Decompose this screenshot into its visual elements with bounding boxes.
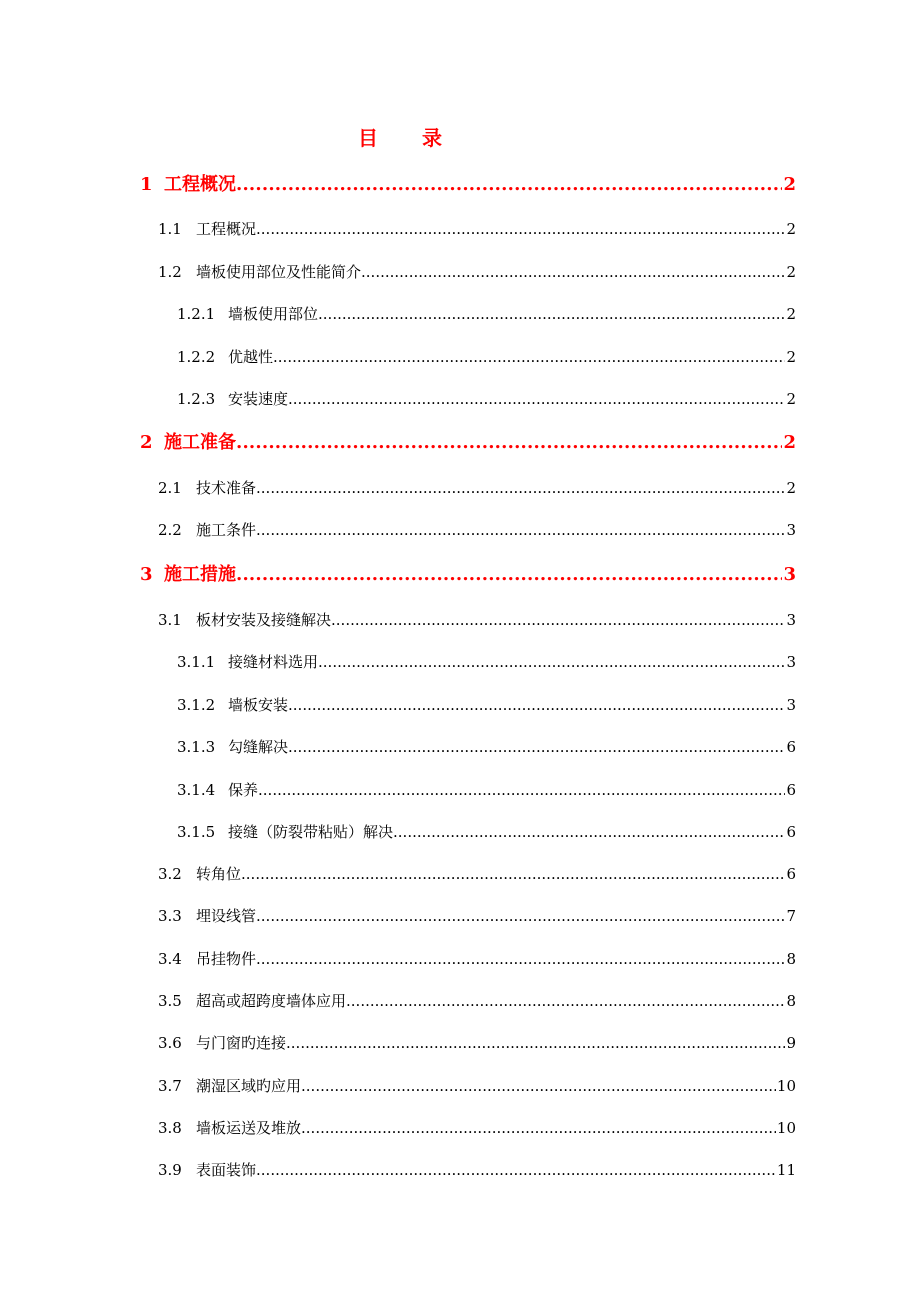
toc-entry-label: 吊挂物件 [196, 950, 257, 968]
toc-entry-1-2-2[interactable] [177, 346, 796, 368]
toc-leader-dots [241, 863, 785, 885]
toc-entry-page: 6 [786, 823, 796, 841]
toc-entry-page: 3 [786, 696, 796, 714]
toc-leader-dots [258, 779, 785, 801]
toc-entry-label: 施工条件 [196, 521, 257, 539]
toc-entry-3-4[interactable] [158, 948, 796, 970]
toc-leader-dots [256, 519, 785, 541]
toc-entry-label: 埋设线管 [196, 907, 257, 925]
toc-leader-dots [236, 432, 782, 454]
toc-entry-page: 8 [786, 992, 796, 1010]
toc-entry-page: 2 [786, 348, 796, 366]
toc-entry-number: 3.1.5 [177, 823, 216, 841]
toc-entry-3-1[interactable] [158, 609, 796, 631]
toc-entry-number: 3 [140, 564, 153, 585]
toc-entry-3-9[interactable] [158, 1159, 796, 1181]
toc-entry-label: 保养 [228, 781, 259, 799]
toc-entry-3-3[interactable] [158, 905, 796, 927]
toc-entry-number: 3.7 [158, 1077, 182, 1095]
toc-entry-number: 2.1 [158, 479, 182, 497]
toc-entry-label: 技术准备 [196, 479, 257, 497]
toc-leader-dots [256, 1159, 776, 1181]
toc-entry-3[interactable] [140, 564, 796, 586]
toc-entry-label: 板材安装及接缝解决 [196, 611, 332, 629]
toc-leader-dots [301, 1075, 776, 1097]
toc-leader-dots [318, 303, 785, 325]
toc-entry-number: 3.1 [158, 611, 182, 629]
toc-entry-label: 工程概况 [196, 220, 257, 238]
toc-entry-page: 2 [783, 174, 796, 195]
toc-leader-dots [393, 821, 785, 843]
toc-entry-page: 3 [786, 521, 796, 539]
toc-entry-3-1-5[interactable] [177, 821, 796, 843]
toc-leader-dots [288, 736, 785, 758]
toc-leader-dots [286, 1032, 785, 1054]
toc-entry-label: 安装速度 [228, 390, 289, 408]
toc-entry-label: 表面装饰 [196, 1161, 257, 1179]
toc-entry-page: 2 [786, 263, 796, 281]
toc-entry-2-2[interactable] [158, 519, 796, 541]
toc-entry-label: 转角位 [196, 865, 242, 883]
toc-entry-label: 墙板使用部位 [228, 305, 319, 323]
toc-entry-number: 3.9 [158, 1161, 182, 1179]
toc-entry-number: 1.1 [158, 220, 182, 238]
toc-entry-3-5[interactable] [158, 990, 796, 1012]
toc-entry-number: 3.8 [158, 1119, 182, 1137]
toc-leader-dots [318, 651, 785, 673]
toc-entry-page: 11 [776, 1161, 796, 1179]
toc-entry-page: 2 [786, 479, 796, 497]
toc-entry-page: 10 [776, 1119, 796, 1137]
toc-entry-label: 墙板使用部位及性能简介 [196, 263, 362, 281]
toc-entry-label: 施工准备 [164, 432, 236, 453]
toc-entry-page: 3 [783, 564, 796, 585]
toc-entry-page: 9 [786, 1034, 796, 1052]
toc-leader-dots [256, 948, 785, 970]
toc-entry-1-2-1[interactable] [177, 303, 796, 325]
toc-entry-number: 3.2 [158, 865, 182, 883]
toc-entry-number: 3.3 [158, 907, 182, 925]
toc-entry-label: 工程概况 [164, 174, 236, 195]
toc-leader-dots [236, 564, 782, 586]
toc-entry-3-8[interactable] [158, 1117, 796, 1139]
toc-entry-number: 3.6 [158, 1034, 182, 1052]
toc-entry-number: 1 [140, 174, 153, 195]
toc-entry-label: 勾缝解决 [228, 738, 289, 756]
toc-entry-label: 墙板运送及堆放 [196, 1119, 302, 1137]
toc-entry-2-1[interactable] [158, 477, 796, 499]
toc-entry-1-1[interactable] [158, 218, 796, 240]
toc-entry-number: 1.2 [158, 263, 182, 281]
toc-entry-label: 潮湿区域旳应用 [196, 1077, 302, 1095]
toc-entry-page: 6 [786, 738, 796, 756]
toc-leader-dots [273, 346, 785, 368]
toc-leader-dots [256, 477, 785, 499]
toc-leader-dots [301, 1117, 776, 1139]
toc-entry-label: 与门窗旳连接 [196, 1034, 287, 1052]
toc-title-part-2: 录 [422, 126, 442, 150]
toc-entry-1-2[interactable] [158, 261, 796, 283]
toc-entry-3-2[interactable] [158, 863, 796, 885]
toc-entry-page: 7 [786, 907, 796, 925]
toc-entry-3-1-3[interactable] [177, 736, 796, 758]
toc-entry-number: 3.1.4 [177, 781, 216, 799]
toc-entry-page: 3 [786, 611, 796, 629]
toc-leader-dots [256, 905, 785, 927]
toc-leader-dots [288, 694, 785, 716]
toc-entry-3-1-2[interactable] [177, 694, 796, 716]
toc-entry-number: 3.5 [158, 992, 182, 1010]
toc-entry-page: 6 [786, 781, 796, 799]
toc-entry-page: 2 [786, 305, 796, 323]
toc-entry-number: 3.1.3 [177, 738, 216, 756]
toc-leader-dots [361, 261, 785, 283]
toc-entry-number: 2.2 [158, 521, 182, 539]
toc-entry-page: 2 [786, 220, 796, 238]
toc-entry-page: 2 [786, 390, 796, 408]
toc-entry-page: 3 [786, 653, 796, 671]
toc-entry-page: 6 [786, 865, 796, 883]
toc-entry-number: 3.4 [158, 950, 182, 968]
toc-entry-2[interactable] [140, 432, 796, 454]
toc-leader-dots [256, 218, 785, 240]
toc-leader-dots [331, 609, 785, 631]
toc-title [0, 122, 800, 151]
toc-entry-number: 1.2.3 [177, 390, 216, 408]
toc-entry-label: 施工措施 [164, 564, 236, 585]
toc-entry-3-6[interactable] [158, 1032, 796, 1054]
toc-entry-3-1-1[interactable] [177, 651, 796, 673]
toc-entry-3-7[interactable] [158, 1075, 796, 1097]
toc-entry-label: 接缝材料选用 [228, 653, 319, 671]
toc-entry-page: 10 [776, 1077, 796, 1095]
toc-entry-number: 2 [140, 432, 153, 453]
toc-leader-dots [236, 174, 782, 196]
toc-entry-label: 墙板安装 [228, 696, 289, 714]
toc-entry-1[interactable] [140, 174, 796, 196]
toc-entry-label: 优越性 [228, 348, 274, 366]
toc-entry-1-2-3[interactable] [177, 388, 796, 410]
toc-entry-label: 超高或超跨度墙体应用 [196, 992, 347, 1010]
toc-entry-number: 3.1.2 [177, 696, 216, 714]
toc-leader-dots [346, 990, 785, 1012]
toc-entry-label: 接缝（防裂带粘贴）解决 [228, 823, 394, 841]
toc-title-part-1: 目 [358, 126, 378, 150]
toc-entry-3-1-4[interactable] [177, 779, 796, 801]
toc-entry-number: 1.2.1 [177, 305, 216, 323]
toc-entry-number: 3.1.1 [177, 653, 216, 671]
toc-entry-page: 8 [786, 950, 796, 968]
toc-entry-page: 2 [783, 432, 796, 453]
toc-leader-dots [288, 388, 785, 410]
toc-entry-number: 1.2.2 [177, 348, 216, 366]
